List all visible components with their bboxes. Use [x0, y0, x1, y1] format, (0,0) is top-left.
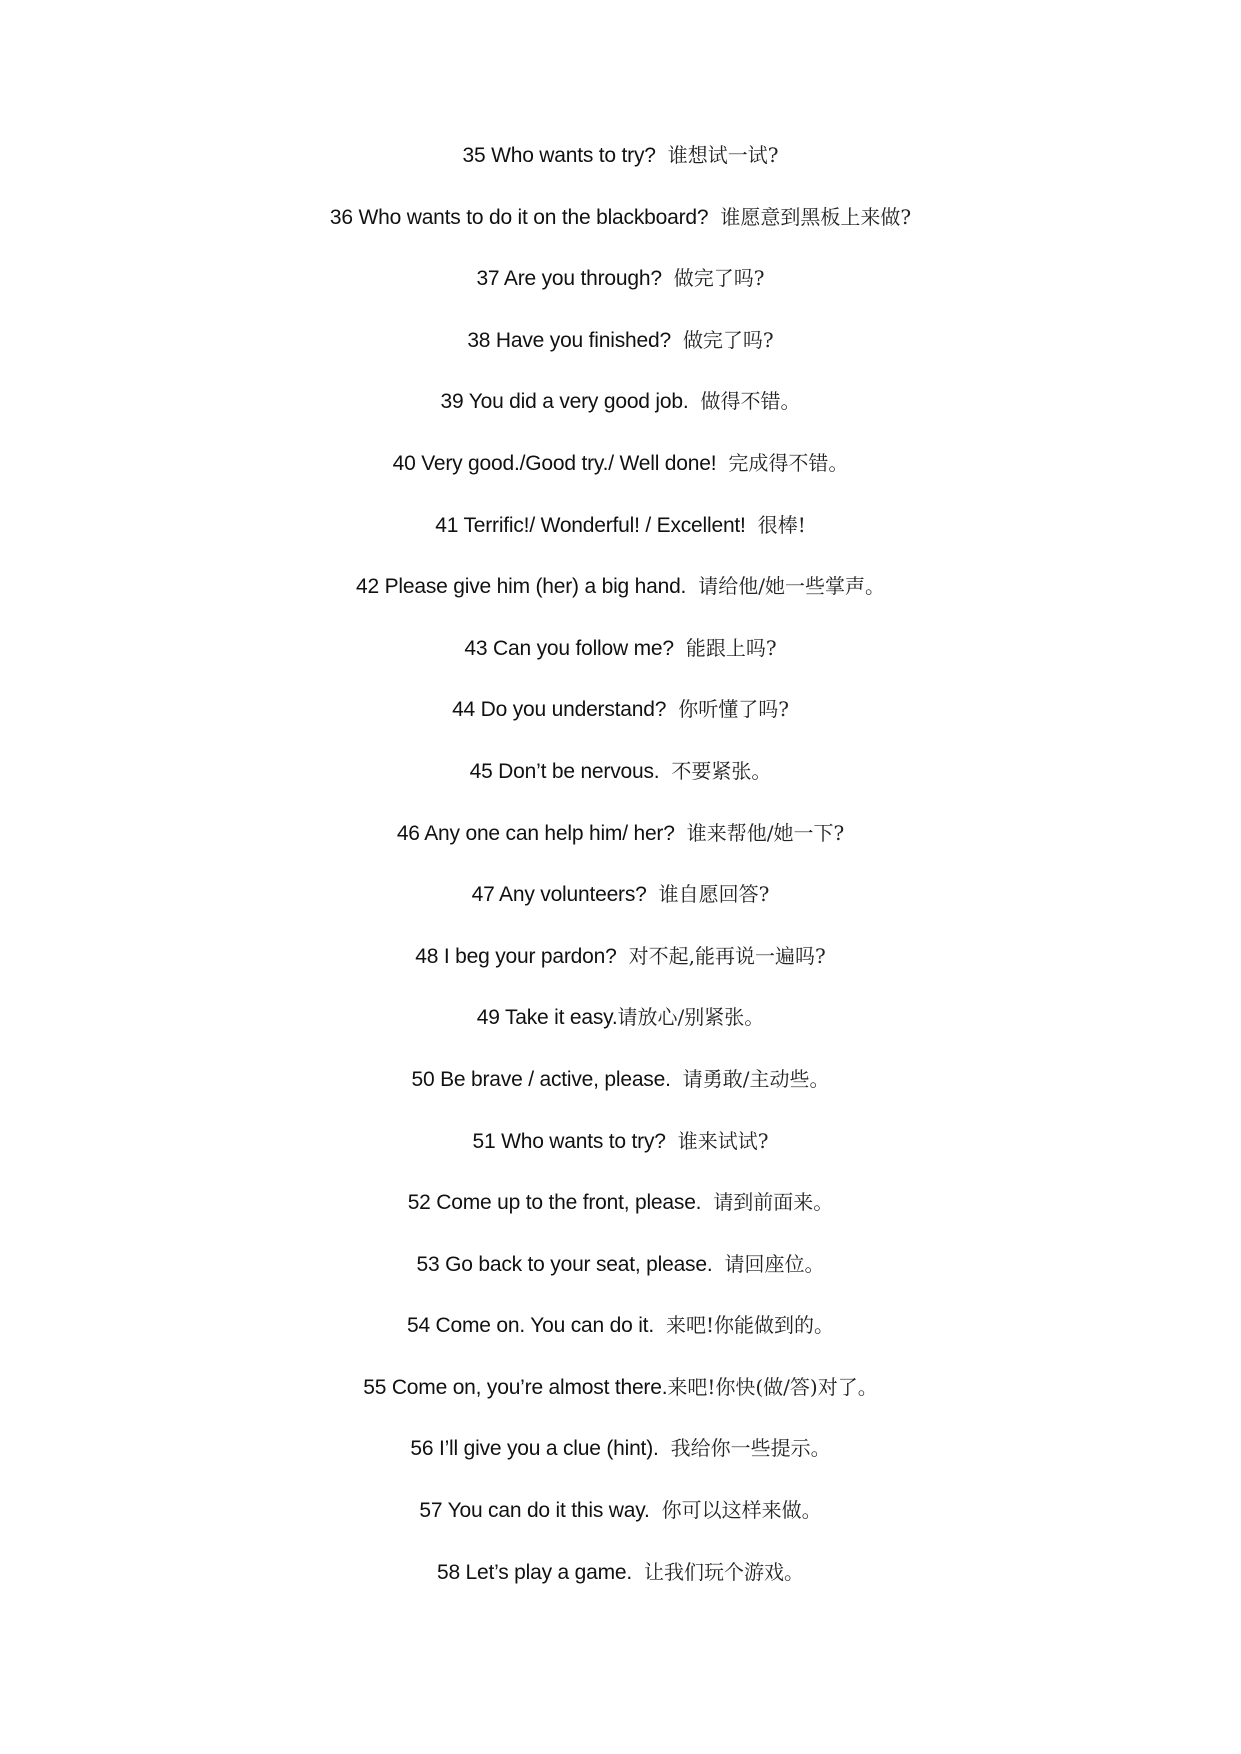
- phrase-chinese: 谁自愿回答?: [658, 882, 770, 907]
- phrase-chinese: 谁愿意到黑板上来做?: [720, 204, 912, 229]
- phrase-chinese: 完成得不错。: [728, 450, 849, 475]
- phrase-row: [0, 1557, 1241, 1619]
- phrase-row: [0, 1064, 1241, 1126]
- phrase-chinese: 对不起,能再说一遍吗?: [628, 943, 826, 968]
- phrase-chinese: 请放心/别紧张。: [617, 1005, 765, 1030]
- phrase-english: 47 Any volunteers?: [471, 883, 647, 907]
- phrase-english: 35 Who wants to try?: [462, 144, 656, 167]
- phrase-english: 55 Come on, you’re almost there.: [363, 1375, 668, 1399]
- phrase-row: [0, 633, 1241, 695]
- phrase-english: 36 Who wants to do it on the blackboard?: [329, 205, 709, 229]
- phrase-row: [0, 818, 1241, 880]
- phrase-english: 53 Go back to your seat, please.: [416, 1252, 713, 1276]
- phrase-english: 41 Terrific!/ Wonderful! / Excellent!: [435, 513, 746, 537]
- phrase-chinese: 做得不错。: [700, 389, 801, 414]
- phrase-chinese: 请回座位。: [724, 1251, 825, 1276]
- phrase-row: [0, 1002, 1241, 1064]
- phrase-english: 37 Are you through?: [476, 267, 662, 291]
- phrase-english: 44 Do you understand?: [452, 698, 667, 722]
- phrase-row: [0, 1495, 1241, 1557]
- phrase-english: 51 Who wants to try?: [472, 1129, 666, 1153]
- phrase-english: 48 I beg your pardon?: [415, 944, 617, 968]
- phrase-english: 49 Take it easy.: [476, 1006, 618, 1030]
- phrase-chinese: 做完了吗?: [673, 266, 765, 291]
- phrase-row: [0, 1433, 1241, 1495]
- phrase-chinese: 谁来试试?: [677, 1128, 769, 1153]
- phrase-row: [0, 263, 1241, 325]
- phrase-row: [0, 879, 1241, 941]
- phrase-chinese: 谁想试一试?: [667, 143, 779, 167]
- phrase-chinese: 能跟上吗?: [685, 635, 777, 660]
- phrase-row: [0, 140, 1241, 202]
- phrase-row: [0, 1187, 1241, 1249]
- phrase-chinese: 我给你一些提示。: [670, 1436, 831, 1461]
- phrase-english: 56 I’ll give you a clue (hint).: [410, 1437, 659, 1461]
- phrase-row: [0, 1249, 1241, 1311]
- phrase-english: 42 Please give him (her) a big hand.: [356, 575, 687, 599]
- phrase-row: [0, 386, 1241, 448]
- phrase-chinese: 做完了吗?: [682, 327, 774, 352]
- phrase-chinese: 请到前面来。: [713, 1190, 834, 1215]
- phrase-english: 39 You did a very good job.: [440, 390, 689, 414]
- phrase-list: [0, 140, 1241, 1618]
- phrase-chinese: 很棒!: [757, 512, 806, 537]
- phrase-row: [0, 1372, 1241, 1434]
- phrase-english: 38 Have you finished?: [467, 328, 671, 352]
- phrase-row: [0, 941, 1241, 1003]
- phrase-chinese: 你听懂了吗?: [678, 697, 789, 722]
- phrase-row: [0, 202, 1241, 264]
- phrase-chinese: 来吧!你能做到的。: [665, 1313, 835, 1338]
- phrase-english: 43 Can you follow me?: [464, 636, 674, 660]
- phrase-row: [0, 694, 1241, 756]
- phrase-row: [0, 1126, 1241, 1188]
- phrase-chinese: 让我们玩个游戏。: [644, 1559, 805, 1584]
- phrase-english: 50 Be brave / active, please.: [411, 1067, 671, 1091]
- phrase-row: [0, 571, 1241, 633]
- phrase-chinese: 你可以这样来做。: [661, 1498, 822, 1523]
- phrase-chinese: 谁来帮他/她一下?: [686, 820, 845, 845]
- phrase-chinese: 来吧!你快(做/答)对了。: [667, 1374, 878, 1399]
- phrase-row: [0, 756, 1241, 818]
- phrase-english: 40 Very good./Good try./ Well done!: [392, 451, 717, 475]
- phrase-english: 57 You can do it this way.: [419, 1499, 650, 1523]
- phrase-row: [0, 510, 1241, 572]
- phrase-row: [0, 325, 1241, 387]
- phrase-row: [0, 1310, 1241, 1372]
- phrase-chinese: 请给他/她一些掌声。: [698, 574, 885, 599]
- phrase-english: 54 Come on. You can do it.: [406, 1314, 654, 1338]
- phrase-english: 52 Come up to the front, please.: [407, 1191, 702, 1215]
- phrase-english: 45 Don’t be nervous.: [469, 759, 660, 783]
- phrase-english: 46 Any one can help him/ her?: [396, 821, 675, 845]
- phrase-english: 58 Let’s play a game.: [436, 1560, 633, 1584]
- phrase-row: [0, 448, 1241, 510]
- phrase-chinese: 不要紧张。: [671, 758, 772, 783]
- phrase-chinese: 请勇敢/主动些。: [682, 1066, 830, 1091]
